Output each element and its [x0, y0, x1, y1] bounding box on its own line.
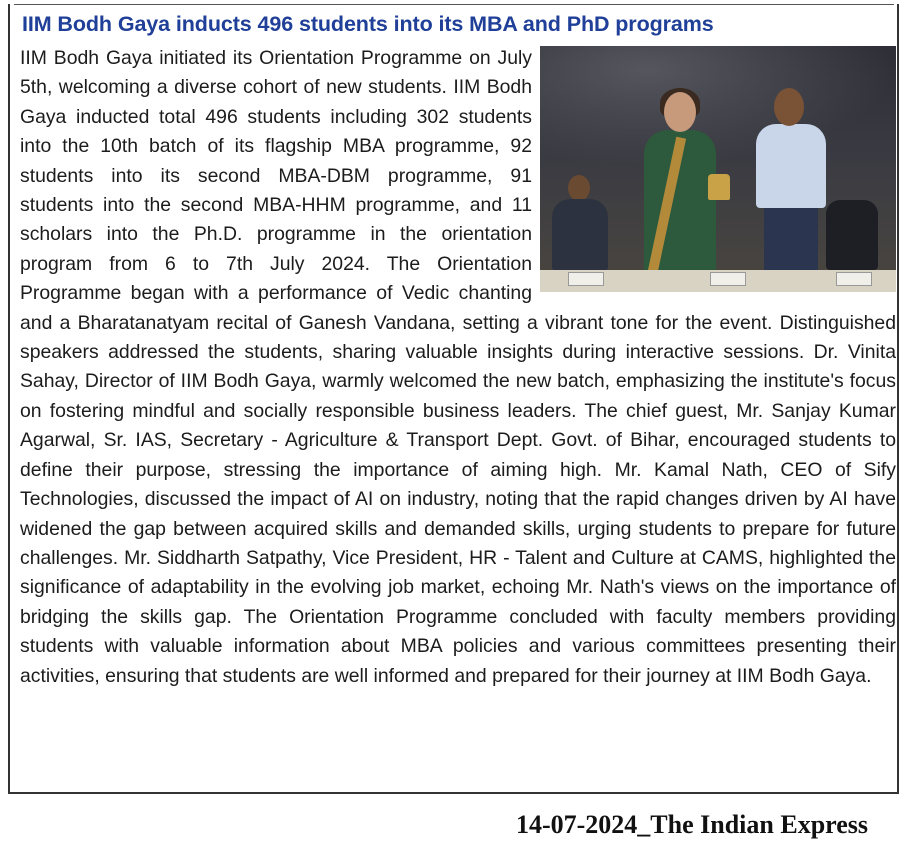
- memento-icon: [708, 174, 730, 200]
- article-body-container: [20, 44, 896, 691]
- photo-guest-speaker: [752, 88, 830, 292]
- nameplate-icon: [710, 272, 746, 286]
- newspaper-clipping: [8, 4, 899, 794]
- photo-seated-guest: [550, 175, 610, 270]
- article-body-text: IIM Bodh Gaya initiated its Orientation Programme on July 5th, welcoming a diverse cohort of new students. IIM Bodh Gaya inducted total 496 students including 302 students into the 10th batch of its flagship MBA programme, 92 students into its second MBA-DBM programme, 91 students into the second MBA-HHM programme, and 11 scholars into the Ph.D. programme in the orientation program from 6 to 7th July 2024. The Orientation Programme began with a performance of Vedic chanting and a Bharatanatyam recital of Ganesh Vandana, setting a vibrant tone for the event. Distinguished speakers addressed the students, sharing valuable insights during interactive sessions. Dr. Vinita Sahay, Director of IIM Bodh Gaya, warmly welcomed the new batch, emphasizing the institute's focus on fostering mindful and socially responsible business leaders. The chief guest, Mr. Sanjay Kumar Agarwal, Sr. IAS, Secretary - Agriculture & Transport Dept. Govt. of Bihar, encouraged students to define their purpose, stressing the importance of aiming high. Mr. Kamal Nath, CEO of Sify Technologies, discussed the impact of AI on industry, noting that the rapid changes driven by AI have widened the gap between acquired skills and demanded skills, urging students to prepare for future challenges. Mr. Siddharth Satpathy, Vice President, HR - Talent and Culture at CAMS, highlighted the significance of adaptability in the evolving job market, echoing Mr. Nath's views on the importance of bridging the skills gap. The Orientation Programme concluded with faculty members providing students with valuable information about MBA policies and various committees presenting their activities, ensuring that students are well informed and prepared for their journey at IIM Bodh Gaya.: [20, 47, 896, 687]
- nameplate-icon: [836, 272, 872, 286]
- source-date-line: 14-07-2024_The Indian Express: [515, 810, 868, 839]
- nameplate-icon: [568, 272, 604, 286]
- event-photo: [540, 46, 896, 292]
- photo-chair: [826, 200, 878, 270]
- article-headline: IIM Bodh Gaya inducts 496 students into its MBA and PhD programs: [22, 12, 714, 36]
